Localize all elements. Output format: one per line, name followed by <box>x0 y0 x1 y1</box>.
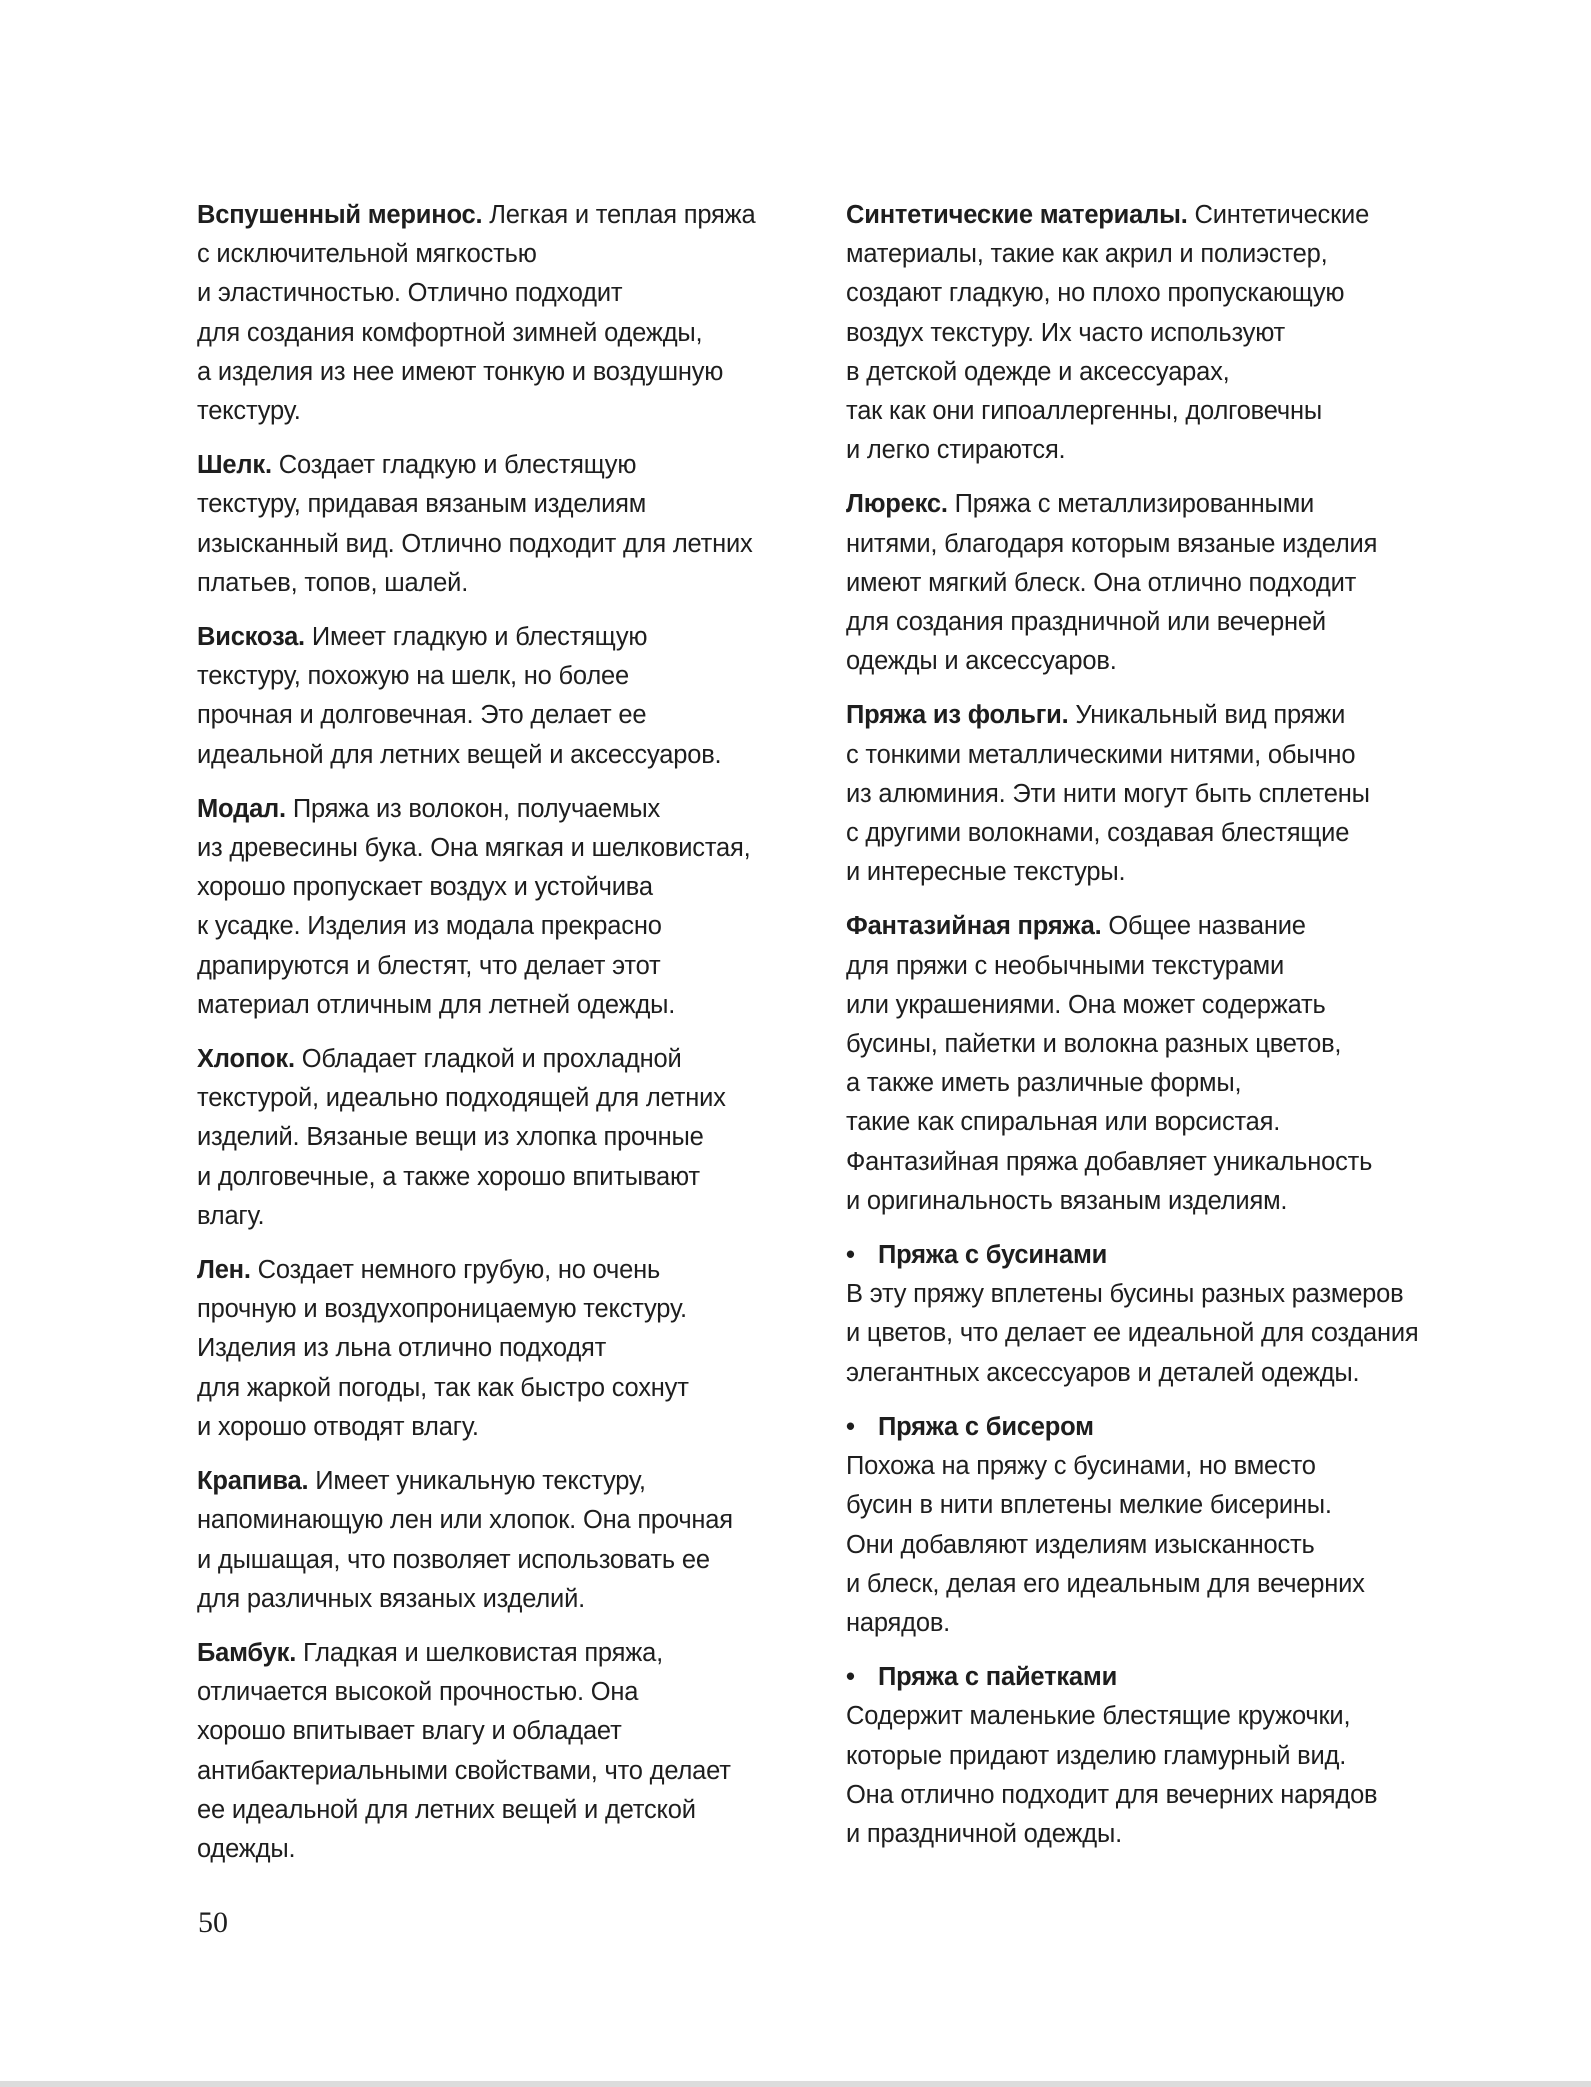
text-line: текстуру, похожую на шелк, но более <box>197 662 629 691</box>
entry-хлопок <box>197 1040 797 1236</box>
bullet-item-пряжа-с-бусинами <box>846 1236 1446 1393</box>
entry-пряжа-из-фольги <box>846 696 1446 892</box>
left-column <box>197 196 797 1884</box>
text-line: отличается высокой прочностью. Она <box>197 1678 639 1707</box>
entry-синтетические-материалы <box>846 196 1446 470</box>
text-line: и эластичностью. Отлично подходит <box>197 279 623 308</box>
entry-term: Люрекс. <box>846 490 948 519</box>
text-line: материалы, такие как акрил и полиэстер, <box>846 240 1328 269</box>
entry-text: Имеет уникальную текстуру, <box>308 1467 646 1496</box>
entry-text: Легкая и теплая пряжа <box>482 201 756 229</box>
text-line: Изделия из льна отлично подходят <box>197 1334 607 1363</box>
entry-модал <box>197 790 797 1025</box>
text-line: или украшениями. Она может содержать <box>846 990 1326 1019</box>
text-line: прочную и воздухопроницаемую текстуру. <box>197 1295 687 1324</box>
entry-бамбук <box>197 1634 797 1869</box>
entry-люрекс <box>846 485 1446 681</box>
text-line: нитями, благодаря которым вязаные изделия <box>846 529 1378 558</box>
entry-text: Пряжа с металлизированными <box>947 490 1315 519</box>
entry-text: Обладает гладкой и прохладной <box>294 1045 682 1074</box>
text-line: антибактериальными свойствами, что делает <box>197 1756 731 1785</box>
entry-text: Создает гладкую и блестящую <box>271 451 637 480</box>
text-line: воздух текстуру. Их часто используют <box>846 318 1286 347</box>
bullet-dot-icon: • <box>846 1663 855 1692</box>
text-line: хорошо впитывает влагу и обладает <box>197 1717 622 1746</box>
entry-text: Гладкая и шелковистая пряжа, <box>296 1638 663 1667</box>
entry-term: Бамбук. <box>197 1638 297 1667</box>
text-line <box>846 907 1446 946</box>
entry-term: Шелк. <box>197 451 272 480</box>
text-line <box>197 446 797 485</box>
text-line <box>197 1462 797 1501</box>
text-line: материал отличным для летней одежды. <box>197 990 676 1019</box>
text-line: а изделия из нее имеют тонкую и воздушную <box>197 357 724 386</box>
text-line: и долговечные, а также хорошо впитывают <box>197 1162 700 1191</box>
text-line: изделий. Вязаные вещи из хлопка прочные <box>197 1123 704 1152</box>
text-line: драпируются и блестят, что делает этот <box>197 951 661 980</box>
text-line <box>846 485 1446 524</box>
text-line: так как они гипоаллергенны, долговечны <box>846 397 1322 426</box>
entry-term: Вискоза. <box>197 623 305 652</box>
text-line: Они добавляют изделиям изысканность <box>846 1530 1315 1559</box>
text-line: для жаркой погоды, так как быстро сохнут <box>197 1373 689 1402</box>
text-line: с другими волокнами, создавая блестящие <box>846 819 1350 848</box>
text-line: а также иметь различные формы, <box>846 1069 1242 1098</box>
text-line: такие как спиральная или ворсистая. <box>846 1108 1281 1137</box>
text-line: идеальной для летних вещей и аксессуаров. <box>197 740 722 769</box>
entry-text: Общее название <box>1101 912 1306 941</box>
entry-term: Модал. <box>197 794 286 823</box>
text-line <box>197 790 797 829</box>
text-line <box>197 196 797 235</box>
text-line: для создания праздничной или вечерней <box>846 608 1326 637</box>
bullet-heading <box>846 1658 1446 1697</box>
text-line: В эту пряжу вплетены бусины разных размеров <box>846 1280 1404 1309</box>
entry-term: Хлопок. <box>197 1045 295 1074</box>
bullet-heading-text: Пряжа с бисером <box>878 1412 1094 1441</box>
text-line: бусин в нити вплетены мелкие бисерины. <box>846 1491 1332 1520</box>
bullet-dot-icon: • <box>846 1241 855 1270</box>
right-column <box>846 196 1446 1869</box>
text-line <box>197 1634 797 1673</box>
entry-term: Фантазийная пряжа. <box>846 912 1102 941</box>
text-line: нарядов. <box>846 1608 951 1637</box>
entry-text: Пряжа из волокон, получаемых <box>285 794 661 823</box>
entry-term: Крапива. <box>197 1467 309 1496</box>
entry-term: Лен. <box>197 1256 251 1285</box>
entry-лен <box>197 1251 797 1447</box>
bullet-heading <box>846 1408 1446 1447</box>
text-line: влагу. <box>197 1201 265 1230</box>
text-line: и оригинальность вязаным изделиям. <box>846 1186 1288 1215</box>
entry-term: Пряжа из фольги. <box>846 701 1069 730</box>
text-line <box>846 196 1446 235</box>
text-line: из алюминия. Эти нити могут быть сплетены <box>846 779 1370 808</box>
text-line: в детской одежде и аксессуарах, <box>846 357 1230 386</box>
text-line: и интересные текстуры. <box>846 858 1126 887</box>
bottom-divider <box>0 2081 1591 2087</box>
text-line: из древесины бука. Она мягкая и шелковистая, <box>197 834 751 863</box>
text-line: изысканный вид. Отлично подходит для летних <box>197 529 753 558</box>
bullet-heading-text: Пряжа с бусинами <box>878 1241 1108 1270</box>
text-line <box>197 1040 797 1079</box>
bullet-heading <box>846 1236 1446 1275</box>
text-line: хорошо пропускает воздух и устойчива <box>197 873 653 902</box>
text-line: Она отлично подходит для вечерних нарядов <box>846 1780 1378 1809</box>
entry-text: Создает немного грубую, но очень <box>250 1256 661 1285</box>
entry-вспушенный-меринос <box>197 196 797 431</box>
text-line: и блеск, делая его идеальным для вечерних <box>846 1569 1365 1598</box>
entry-text: Синтетические <box>1187 201 1370 229</box>
text-line: Похожа на пряжу с бусинами, но вместо <box>846 1452 1316 1481</box>
text-line: с тонкими металлическими нитями, обычно <box>846 740 1356 769</box>
bullet-item-пряжа-с-пайетками <box>846 1658 1446 1854</box>
text-line: текстуру, придавая вязаным изделиям <box>197 490 647 519</box>
text-line: и цветов, что делает ее идеальной для создания <box>846 1319 1419 1348</box>
bullet-heading-text: Пряжа с пайетками <box>878 1663 1118 1692</box>
text-line <box>197 1251 797 1290</box>
bullet-dot-icon: • <box>846 1412 855 1441</box>
page-number: 50 <box>198 1906 228 1939</box>
entry-вискоза <box>197 618 797 775</box>
text-line: одежды. <box>197 1834 296 1863</box>
text-line: с исключительной мягкостью <box>197 240 537 269</box>
text-line: одежды и аксессуаров. <box>846 647 1117 676</box>
entry-term: Вспушенный меринос. <box>197 201 483 229</box>
text-line <box>846 696 1446 735</box>
text-line: для пряжи с необычными текстурами <box>846 951 1285 980</box>
text-line: и праздничной одежды. <box>846 1819 1122 1848</box>
text-line: текстуру. <box>197 397 301 426</box>
text-line: напоминающую лен или хлопок. Она прочная <box>197 1506 733 1535</box>
entry-шелк <box>197 446 797 603</box>
text-line: и хорошо отводят влагу. <box>197 1412 479 1441</box>
entry-text: Имеет гладкую и блестящую <box>304 623 648 652</box>
text-line: Фантазийная пряжа добавляет уникальность <box>846 1147 1373 1176</box>
text-line: и легко стираются. <box>846 436 1066 465</box>
text-line: платьев, топов, шалей. <box>197 568 469 597</box>
entry-фантазийная-пряжа <box>846 907 1446 1221</box>
entry-term: Синтетические материалы. <box>846 201 1188 229</box>
entry-крапива <box>197 1462 797 1619</box>
text-line: прочная и долговечная. Это делает ее <box>197 701 647 730</box>
text-line: Содержит маленькие блестящие кружочки, <box>846 1702 1351 1731</box>
text-line <box>197 618 797 657</box>
text-line: элегантных аксессуаров и деталей одежды. <box>846 1358 1360 1387</box>
text-line: ее идеальной для летних вещей и детской <box>197 1795 696 1824</box>
text-line: текстурой, идеально подходящей для летних <box>197 1084 726 1113</box>
text-line: имеют мягкий блеск. Она отлично подходит <box>846 568 1357 597</box>
entry-text: Уникальный вид пряжи <box>1068 701 1346 730</box>
bullet-item-пряжа-с-бисером <box>846 1408 1446 1643</box>
text-line: бусины, пайетки и волокна разных цветов, <box>846 1030 1342 1059</box>
text-line: которые придают изделию гламурный вид. <box>846 1741 1347 1770</box>
text-line: для различных вязаных изделий. <box>197 1584 586 1613</box>
text-line: для создания комфортной зимней одежды, <box>197 318 703 347</box>
text-line: к усадке. Изделия из модала прекрасно <box>197 912 662 941</box>
text-line: создают гладкую, но плохо пропускающую <box>846 279 1345 308</box>
text-line: и дышащая, что позволяет использовать ее <box>197 1545 710 1574</box>
